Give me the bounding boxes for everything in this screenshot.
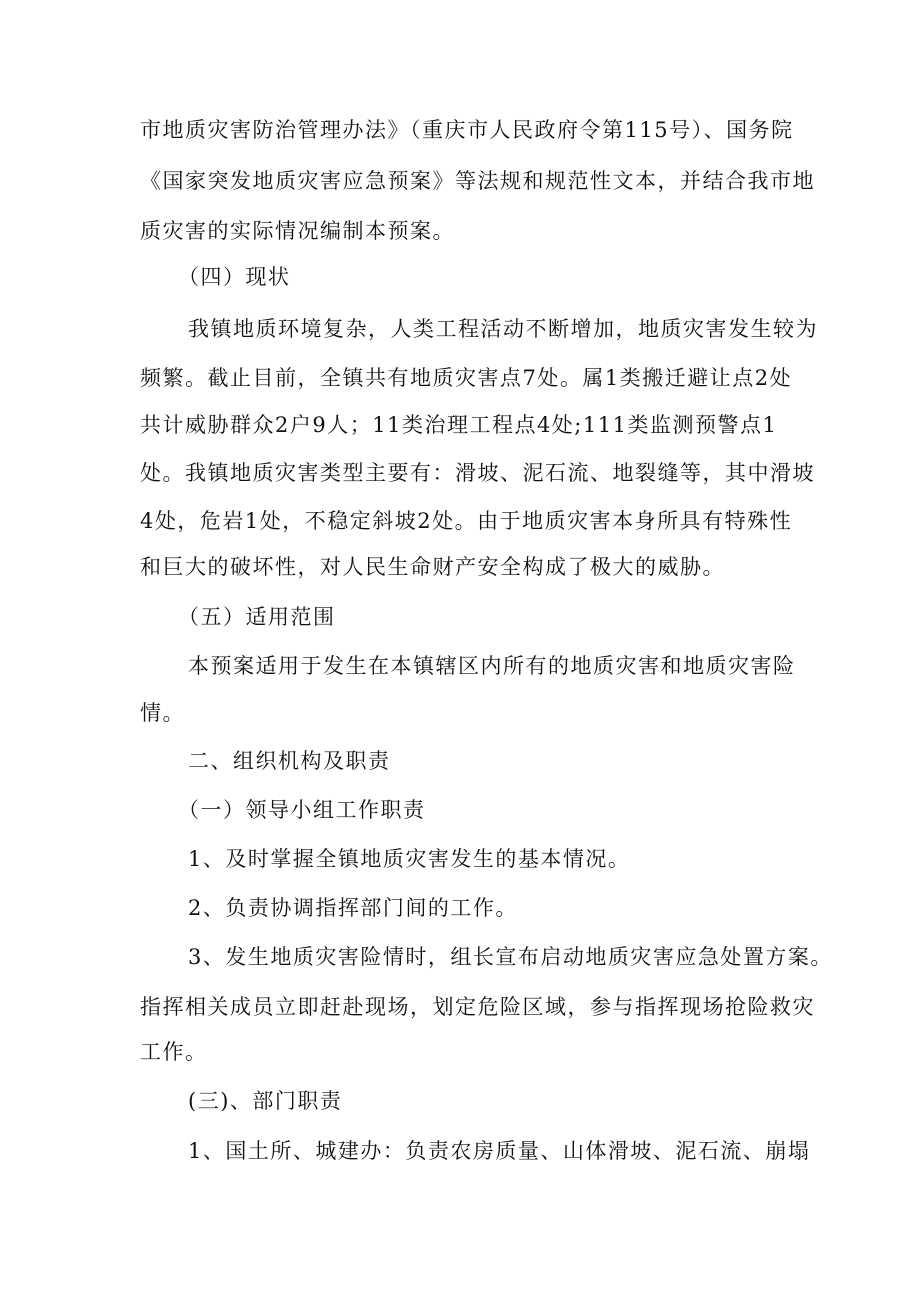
text-line-9: 4处，危岩1处，不稳定斜坡2处。由于地质灾害本身所具有特殊性	[140, 509, 793, 533]
text-line-3: 质灾害的实际情况编制本预案。	[140, 219, 455, 243]
text-line-22: 1、国土所、城建办：负责农房质量、山体滑坡、泥石流、崩塌	[188, 1139, 811, 1163]
text-line-5: 我镇地质环境复杂，人类工程活动不断增加，地质灾害发生较为	[188, 317, 818, 341]
text-line-8: 处。我镇地质灾害类型主要有：滑坡、泥石流、地裂缝等，其中滑坡	[140, 461, 815, 485]
text-line-18: 3、发生地质灾害险情时，组长宣布启动地质灾害应急处置方案。	[188, 945, 833, 969]
section-heading-scope: （五）适用范围	[178, 605, 336, 629]
section-heading-status: （四）现状	[178, 265, 291, 289]
text-line-10: 和巨大的破坏性，对人民生命财产安全构成了极大的威胁。	[140, 555, 725, 579]
section-heading-organization: 二、组织机构及职责	[188, 749, 391, 773]
text-line-2: 《国家突发地质灾害应急预案》等法规和规范性文本，并结合我市地	[140, 169, 815, 193]
text-line-19: 指挥相关成员立即赶赴现场，划定危险区域，参与指挥现场抢险救灾	[140, 995, 815, 1019]
text-line-6: 频繁。截止目前，全镇共有地质灾害点7处。属1类搬迁避让点2处	[140, 366, 793, 390]
text-line-16: 1、及时掌握全镇地质灾害发生的基本情况。	[188, 847, 631, 871]
subsection-heading-departments: (三)、部门职责	[188, 1089, 343, 1113]
subsection-heading-leadership: （一）领导小组工作职责	[178, 798, 426, 822]
text-line-7: 共计威胁群众2户9人；11类治理工程点4处;111类监测预警点1	[140, 413, 778, 437]
text-line-17: 2、负责协调指挥部门间的工作。	[188, 896, 518, 920]
text-line-12: 本预案适用于发生在本镇辖区内所有的地质灾害和地质灾害险	[188, 654, 796, 678]
text-line-20: 工作。	[140, 1040, 208, 1064]
text-line-1: 市地质灾害防治管理办法》（重庆市人民政府令第115号）、国务院	[140, 118, 794, 142]
text-line-13: 情。	[140, 701, 185, 725]
